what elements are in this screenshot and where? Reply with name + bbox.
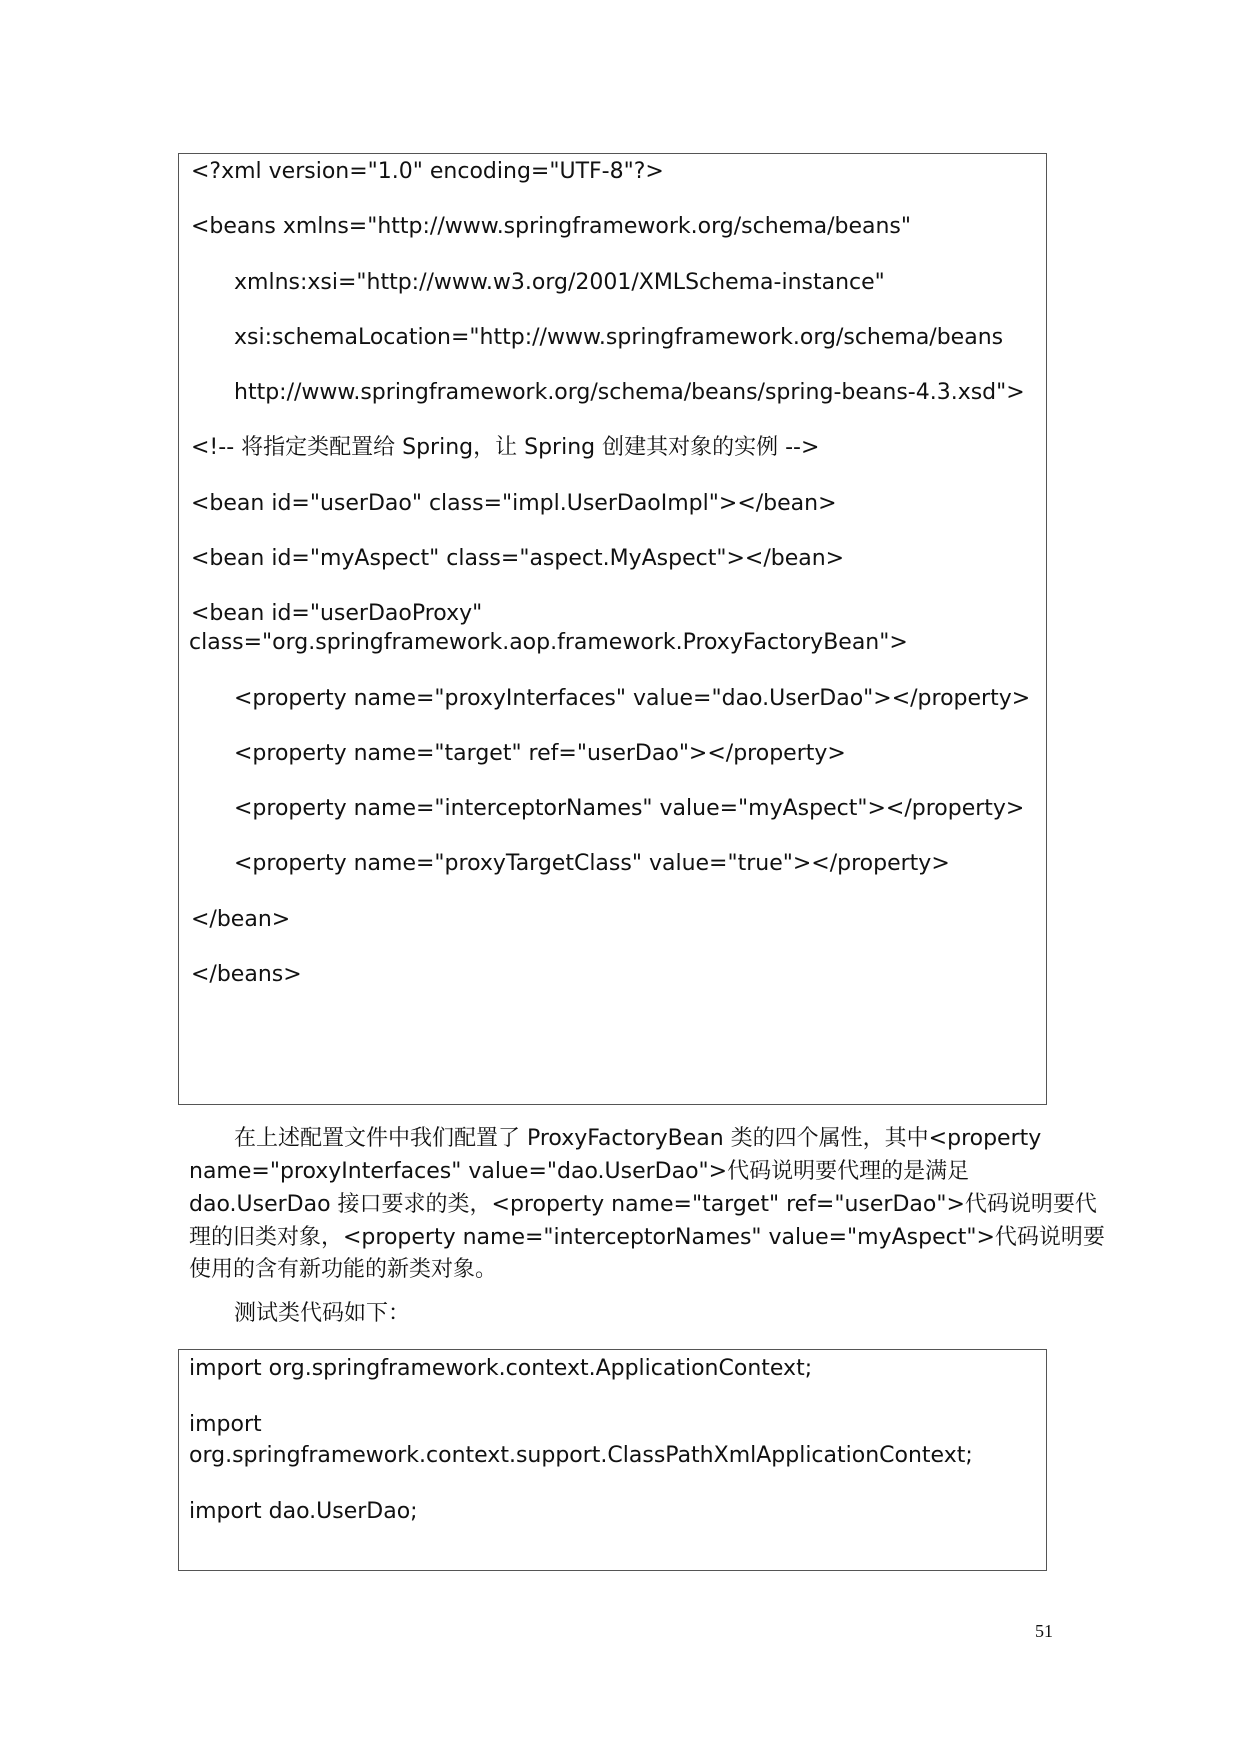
code-line-xml-declaration: <?xml version="1.0" encoding="UTF-8"?> xyxy=(191,159,664,184)
code-line-property-target: <property name="target" ref="userDao"></property> xyxy=(234,741,846,766)
code-line-property-proxy-target-class: <property name="proxyTargetClass" value="true"></property> xyxy=(234,851,950,876)
code-line-property-interceptor-names: <property name="interceptorNames" value="myAspect"></property> xyxy=(234,796,1025,821)
code-line-comment: <!-- 将指定类配置给 Spring，让 Spring 创建其对象的实例 --> xyxy=(191,435,820,460)
code-line-bean-proxy-class: class="org.springframework.aop.framework.ProxyFactoryBean"> xyxy=(189,630,908,655)
code-line-import-keyword: import xyxy=(189,1412,262,1437)
explanation-line: name="proxyInterfaces" value="dao.UserDao">代码说明要代理的是满足 xyxy=(189,1159,970,1184)
code-line-xmlns-xsi: xmlns:xsi="http://www.w3.org/2001/XMLSchema-instance" xyxy=(234,270,885,295)
code-line-import-classpath-context: org.springframework.context.support.ClassPathXmlApplicationContext; xyxy=(189,1443,973,1468)
test-class-intro: 测试类代码如下： xyxy=(234,1301,411,1326)
explanation-line: 理的旧类对象，<property name="interceptorNames" value="myAspect">代码说明要 xyxy=(189,1225,1105,1250)
explanation-line: 使用的含有新功能的新类对象。 xyxy=(189,1257,498,1282)
code-line-bean-proxy-id: <bean id="userDaoProxy" xyxy=(191,601,483,626)
explanation-line: 在上述配置文件中我们配置了 ProxyFactoryBean 类的四个属性，其中<property xyxy=(234,1126,1042,1151)
page-number: 51 xyxy=(1035,1621,1053,1641)
code-line-schema-url: http://www.springframework.org/schema/beans/spring-beans-4.3.xsd"> xyxy=(234,380,1025,405)
spring-config-code-block xyxy=(178,153,1047,1105)
explanation-line: dao.UserDao 接口要求的类，<property name="target" ref="userDao">代码说明要代 xyxy=(189,1192,1097,1217)
code-line-beans-close: </beans> xyxy=(191,962,302,987)
code-line-beans-open: <beans xmlns="http://www.springframework.org/schema/beans" xyxy=(191,214,912,239)
code-line-schema-location: xsi:schemaLocation="http://www.springframework.org/schema/beans xyxy=(234,325,1004,350)
code-line-bean-close: </bean> xyxy=(191,907,291,932)
code-line-property-proxy-interfaces: <property name="proxyInterfaces" value="dao.UserDao"></property> xyxy=(234,686,1031,711)
code-line-bean-myaspect: <bean id="myAspect" class="aspect.MyAspect"></bean> xyxy=(191,546,845,571)
code-line-import-application-context: import org.springframework.context.ApplicationContext; xyxy=(189,1356,813,1381)
test-class-code-block xyxy=(178,1349,1047,1571)
code-line-import-userdao: import dao.UserDao; xyxy=(189,1499,418,1524)
code-line-bean-userdao: <bean id="userDao" class="impl.UserDaoImpl"></bean> xyxy=(191,491,837,516)
